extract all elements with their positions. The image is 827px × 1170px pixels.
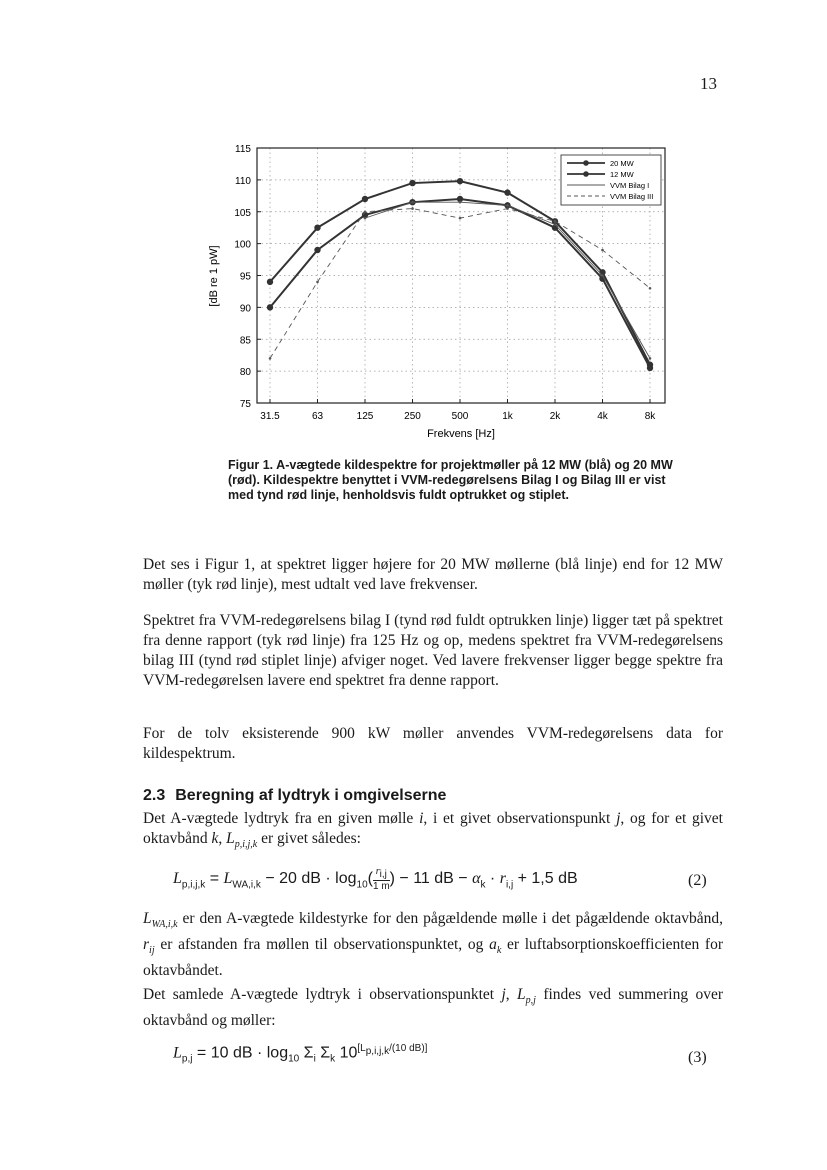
data-point xyxy=(506,207,509,210)
y-axis-label: [dB re 1 pW] xyxy=(208,245,220,307)
x-tick-label: 500 xyxy=(451,411,469,422)
data-point xyxy=(314,247,320,253)
section-number: 2.3 xyxy=(143,787,166,804)
legend-label: 12 MW xyxy=(610,170,634,179)
fraction: $\frac{r_{i,j}}{1 m}$ xyxy=(372,866,390,892)
data-point xyxy=(554,223,557,226)
x-tick-label: 250 xyxy=(404,411,421,422)
data-point xyxy=(364,210,367,213)
y-tick-label: 90 xyxy=(239,303,251,315)
definitions-paragraph: $L_{WA,i,k}$ er den A-vægtede kildestyrke for den pågældende mølle i det pågældende oktavbånd, $r_{ij}$ er afstanden fra møllen til observationspunktet, og $a_k$ er luftabsorptionskoefficienten for oktavbåndet. xyxy=(143,910,723,980)
data-point xyxy=(649,357,652,360)
section-heading xyxy=(143,787,446,805)
x-tick-label: 63 xyxy=(311,411,324,422)
data-point xyxy=(267,279,273,285)
summation-paragraph: Det samlede A-vægtede lydtryk i observationspunktet j, $L_{p,j}$ findes ved summering over oktavbånd og møller: xyxy=(143,986,723,1030)
caption-label: Figur 1. xyxy=(228,458,274,472)
data-point xyxy=(411,207,414,210)
page-number: 13 xyxy=(700,74,717,93)
legend-label: VVM Bilag I xyxy=(610,181,650,190)
data-point xyxy=(601,274,604,277)
data-point xyxy=(457,178,463,184)
legend-marker xyxy=(583,171,589,177)
x-tick-label: 1k xyxy=(502,411,513,422)
y-tick-label: 85 xyxy=(239,335,251,347)
y-tick-label: 105 xyxy=(234,207,251,219)
data-point xyxy=(506,204,509,207)
legend xyxy=(561,155,661,205)
caption-text: A-vægtede kildespektre for projektmøller på 12 MW (blå) og 20 MW (rød). Kildespektre benyttet i VVM-redegørelsens Bilag I og Bilag III er vist med tynd rød linje, henholdsvis fuldt optrukket og stiplet. xyxy=(228,458,673,502)
y-tick-label: 75 xyxy=(239,399,251,410)
data-point xyxy=(459,217,462,220)
paragraph-3: For de tolv eksisterende 900 kW møller anvendes VVM-redegørelsens data for kildespektrum. xyxy=(143,725,723,762)
data-point xyxy=(554,220,557,223)
paragraph-1: Det ses i Figur 1, at spektret ligger højere for 20 MW møllerne (blå linje) end for 12 MW møller (tyk rød linje), mest udtalt ved lave frekvenser. xyxy=(143,556,723,593)
x-tick-label: 31.5 xyxy=(260,411,280,422)
x-tick-label: 2k xyxy=(549,411,561,422)
equation-3-number: (3) xyxy=(688,1049,707,1066)
legend-label: 20 MW xyxy=(610,159,634,168)
equation-2-number: (2) xyxy=(688,872,707,889)
y-tick-label: 115 xyxy=(235,144,251,155)
y-tick-label: 110 xyxy=(235,175,251,187)
data-point xyxy=(314,224,320,230)
data-point xyxy=(316,281,319,284)
data-point xyxy=(601,249,604,252)
legend-marker xyxy=(583,160,589,166)
data-point xyxy=(504,189,510,195)
x-axis-label: Frekvens [Hz] xyxy=(427,428,495,440)
data-point xyxy=(647,365,653,371)
x-tick-label: 8k xyxy=(644,411,656,422)
x-tick-label: 4k xyxy=(597,411,608,422)
data-point xyxy=(649,287,652,290)
section-intro: Det A-vægtede lydtryk fra en given mølle i, i et givet observationspunkt j, og for et givet oktavbånd k, $L_{p,i,j,k}$ er givet således: xyxy=(143,810,723,851)
equation-3: $L_{p,j} = 10$ dB · $\log_{10} \Sigma_i$ $\Sigma_k$ 10[Lp,i,j,k/(10 dB)] xyxy=(173,1043,428,1065)
y-tick-label: 80 xyxy=(239,367,251,379)
x-tick-label: 125 xyxy=(356,411,374,422)
section-title: Beregning af lydtryk i omgivelserne xyxy=(175,787,447,804)
y-tick-label: 95 xyxy=(239,271,251,283)
data-point xyxy=(362,196,368,202)
data-point xyxy=(267,304,273,310)
y-tick-label: 100 xyxy=(234,239,251,251)
data-point xyxy=(364,217,367,220)
legend-label: VVM Bilag III xyxy=(610,192,654,201)
figure-caption xyxy=(228,458,688,503)
chart xyxy=(195,140,695,440)
equation-2: $L_{p,i,j,k} = L_{WA,i,k} - 20$ dB · $\log_{10}$( $\frac{r_{i,j}}{1 m}$ ) − 11 dB − $\alpha_k \cdot r_{i,j} + 1,5$ dB xyxy=(173,866,578,892)
data-point xyxy=(269,357,272,360)
paragraph-2: Spektret fra VVM-redegørelsens bilag I (tynd rød fuldt optrukken linje) ligger tæt på spektret fra denne rapport (tyk rød linje) fra 125 Hz og op, medens spektret fra VVM-redegørelsens bilag III (tynd rød stiplet linje) afviger noget. Ved lavere frekvenser ligger begge spektre fra VVM-redegørelsen lavere end spektret fra denne rapport. xyxy=(143,612,723,689)
data-point xyxy=(411,201,414,204)
data-point xyxy=(409,180,415,186)
data-point xyxy=(459,201,462,204)
